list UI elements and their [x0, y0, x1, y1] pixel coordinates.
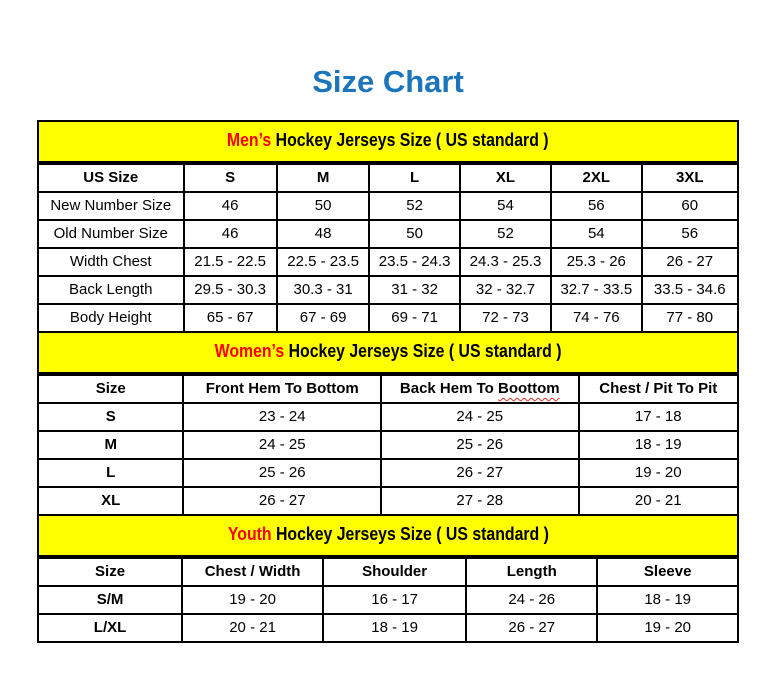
table-cell: 23 - 24 [183, 403, 381, 431]
column-header: Sleeve [597, 558, 737, 586]
mens-section-title [227, 130, 549, 151]
table-cell: 56 [642, 220, 737, 248]
section-title-highlight: Men’s [227, 130, 272, 150]
table-cell: 50 [277, 192, 370, 220]
table-cell: 20 - 21 [579, 487, 737, 514]
table-cell: 24 - 26 [466, 586, 597, 614]
table-cell: 18 - 19 [597, 586, 737, 614]
column-header: Shoulder [323, 558, 466, 586]
row-label: New Number Size [39, 192, 184, 220]
row-label: Back Length [39, 276, 184, 304]
table-cell: 25 - 26 [381, 431, 579, 459]
table-row [39, 614, 737, 641]
table-cell: 26 - 27 [381, 459, 579, 487]
page-title: Size Chart [312, 64, 464, 99]
row-label: Old Number Size [39, 220, 184, 248]
section-title-text: Hockey Jerseys Size ( US standard ) [271, 130, 549, 150]
table-cell: 26 - 27 [466, 614, 597, 641]
table-cell: 56 [551, 192, 641, 220]
table-cell: 18 - 19 [323, 614, 466, 641]
table-row [39, 431, 737, 459]
table-cell: 77 - 80 [642, 304, 737, 331]
table-cell: 19 - 20 [597, 614, 737, 641]
table-cell: 46 [184, 220, 277, 248]
womens-section-band [39, 331, 737, 374]
womens-section-title [215, 341, 562, 362]
table-cell: 52 [369, 192, 459, 220]
table-row [39, 586, 737, 614]
row-label: Body Height [39, 304, 184, 331]
column-header: 3XL [642, 164, 737, 192]
row-label: M [39, 431, 183, 459]
table-cell: 16 - 17 [323, 586, 466, 614]
table-cell: 65 - 67 [184, 304, 277, 331]
table-cell: 48 [277, 220, 370, 248]
column-header: Front Hem To Bottom [183, 375, 381, 403]
column-header: Back Hem To Boottom [381, 375, 579, 403]
table-cell: 23.5 - 24.3 [369, 248, 459, 276]
table-cell: 26 - 27 [642, 248, 737, 276]
table-cell: 54 [460, 192, 551, 220]
table-cell: 21.5 - 22.5 [184, 248, 277, 276]
table-row [39, 220, 737, 248]
table-row [39, 487, 737, 514]
size-chart [37, 120, 739, 643]
table-row [39, 248, 737, 276]
table-cell: 50 [369, 220, 459, 248]
column-header: S [184, 164, 277, 192]
table-cell: 27 - 28 [381, 487, 579, 514]
table-cell: 72 - 73 [460, 304, 551, 331]
table-row [39, 192, 737, 220]
womens-table [39, 374, 737, 514]
table-row [39, 403, 737, 431]
section-title-text: Hockey Jerseys Size ( US standard ) [271, 524, 549, 544]
misspelled-word: Boottom [498, 380, 560, 397]
table-row [39, 276, 737, 304]
section-title-highlight: Women’s [214, 341, 285, 361]
column-header: US Size [39, 164, 184, 192]
mens-section-band [39, 122, 737, 163]
table-row [39, 304, 737, 331]
table-cell: 52 [460, 220, 551, 248]
row-label: L/XL [39, 614, 182, 641]
row-label: S [39, 403, 183, 431]
youth-section-title [227, 524, 548, 545]
table-row [39, 459, 737, 487]
youth-table [39, 557, 737, 641]
column-header: L [369, 164, 459, 192]
column-header: Length [466, 558, 597, 586]
column-header: Chest / Pit To Pit [579, 375, 737, 403]
youth-section-band [39, 514, 737, 557]
table-cell: 25 - 26 [183, 459, 381, 487]
table-cell: 19 - 20 [182, 586, 323, 614]
table-cell: 33.5 - 34.6 [642, 276, 737, 304]
column-header: XL [460, 164, 551, 192]
table-cell: 17 - 18 [579, 403, 737, 431]
section-title-highlight: Youth [227, 524, 272, 544]
table-cell: 22.5 - 23.5 [277, 248, 370, 276]
womens-header-row [39, 375, 737, 403]
mens-table [39, 163, 737, 331]
table-cell: 30.3 - 31 [277, 276, 370, 304]
table-cell: 32.7 - 33.5 [551, 276, 641, 304]
table-cell: 24 - 25 [183, 431, 381, 459]
column-header: Size [39, 558, 182, 586]
column-header: 2XL [551, 164, 641, 192]
table-cell: 32 - 32.7 [460, 276, 551, 304]
mens-header-row [39, 164, 737, 192]
table-cell: 69 - 71 [369, 304, 459, 331]
section-title-text: Hockey Jerseys Size ( US standard ) [284, 341, 562, 361]
table-cell: 25.3 - 26 [551, 248, 641, 276]
row-label: L [39, 459, 183, 487]
row-label: XL [39, 487, 183, 514]
table-cell: 31 - 32 [369, 276, 459, 304]
column-header: Size [39, 375, 183, 403]
table-cell: 46 [184, 192, 277, 220]
table-cell: 54 [551, 220, 641, 248]
column-header: M [277, 164, 370, 192]
row-label: Width Chest [39, 248, 184, 276]
table-cell: 19 - 20 [579, 459, 737, 487]
youth-header-row [39, 558, 737, 586]
table-cell: 29.5 - 30.3 [184, 276, 277, 304]
table-cell: 18 - 19 [579, 431, 737, 459]
row-label: S/M [39, 586, 182, 614]
table-cell: 60 [642, 192, 737, 220]
table-cell: 20 - 21 [182, 614, 323, 641]
table-cell: 24.3 - 25.3 [460, 248, 551, 276]
table-cell: 24 - 25 [381, 403, 579, 431]
table-cell: 67 - 69 [277, 304, 370, 331]
column-header: Chest / Width [182, 558, 323, 586]
table-cell: 26 - 27 [183, 487, 381, 514]
table-cell: 74 - 76 [551, 304, 641, 331]
